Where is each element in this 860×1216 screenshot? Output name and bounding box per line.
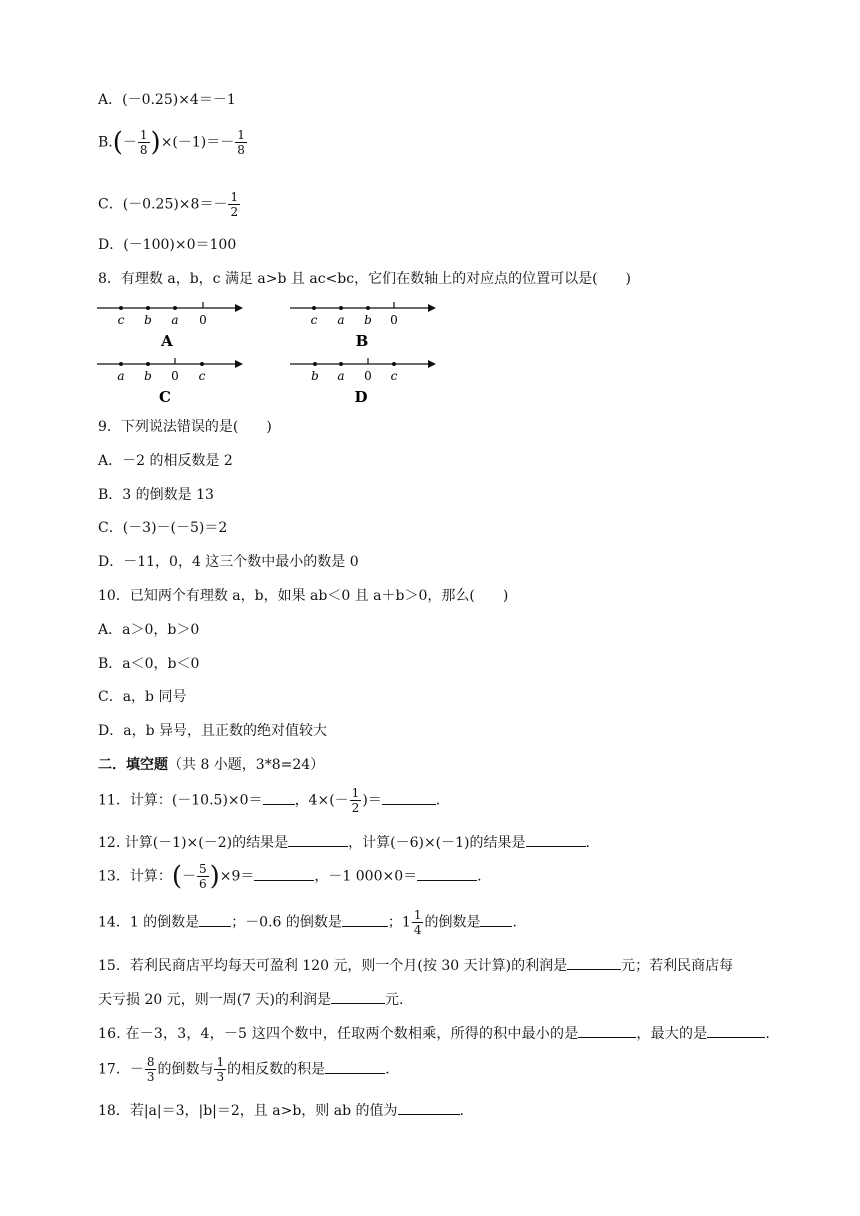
- q11-fraction: [350, 786, 362, 815]
- q10-option-a-text: A．a＞0，b＞0: [98, 622, 200, 638]
- q7-option-b: [98, 128, 248, 172]
- point-dot: [119, 362, 123, 366]
- section-heading: [98, 756, 324, 774]
- point-dot: [312, 306, 316, 310]
- arrow-head: [235, 360, 243, 368]
- q10-question-text: 10．已知两个有理数 a，b，如果 ab＜0 且 a＋b＞0，那么( ): [98, 588, 509, 604]
- numerator: 1: [237, 128, 245, 142]
- q17-text-end: .: [385, 1061, 390, 1078]
- point-label: c: [117, 313, 125, 327]
- q12-question: [98, 834, 590, 852]
- option-caption: C: [159, 388, 171, 404]
- q11-text-start: 11．计算：(－10.5)×0＝: [98, 792, 263, 809]
- denominator: 2: [230, 205, 239, 219]
- q12-text-start: 12. 计算(－1)×(－2)的结果是: [98, 835, 289, 851]
- q18-text-end: .: [459, 1103, 464, 1119]
- q9-option-b-text: B．3 的倒数是 13: [98, 487, 214, 503]
- denominator: 3: [216, 1070, 225, 1084]
- point-label: a: [117, 369, 125, 383]
- q9-option-c-text: C．(－3)－(－5)＝2: [98, 520, 228, 536]
- numerator: 8: [146, 1055, 155, 1069]
- q7-b-fraction-2: [235, 128, 247, 157]
- q8-diagram-c: [95, 352, 245, 404]
- q14-question: [98, 908, 517, 944]
- q17-text-post: 的相反数的积是: [227, 1061, 326, 1078]
- left-paren: (: [171, 861, 182, 892]
- numerator: 1: [351, 786, 360, 800]
- point-label: b: [144, 313, 152, 327]
- q11-text-end: .: [435, 792, 441, 809]
- q7-option-c-text: C．(－0.25)×8＝－: [98, 196, 228, 213]
- q12-text-mid: ，计算(－6)×(－1)的结果是: [348, 835, 526, 851]
- q13-question: [98, 862, 482, 906]
- q13-sign: －: [181, 868, 196, 885]
- answer-blank[interactable]: [331, 991, 385, 1004]
- q10-option-c-text: C．a，b 同号: [98, 689, 187, 705]
- q7-b-sign: －: [122, 134, 137, 151]
- q10-option-b-text: B．a＜0，b＜0: [98, 656, 200, 672]
- q8-diagram-d: [288, 352, 438, 404]
- answer-blank[interactable]: [342, 914, 388, 927]
- q15-question-line1: [98, 957, 733, 975]
- point-dot: [392, 362, 396, 366]
- q15-text-line2-start: 天亏损 20 元，则一周(7 天)的利润是: [98, 992, 331, 1008]
- q14-text-mid2: ；1: [387, 914, 411, 931]
- point-dot: [366, 306, 370, 310]
- answer-blank[interactable]: [417, 868, 477, 881]
- q7-option-b-label: B.: [98, 134, 113, 151]
- arrow-head: [235, 304, 243, 312]
- answer-blank[interactable]: [288, 834, 348, 847]
- q7-option-d-text: D．(－100)×0＝100: [98, 237, 237, 253]
- answer-blank[interactable]: [199, 914, 231, 927]
- q10-question: [98, 587, 508, 605]
- point-label: a: [337, 313, 345, 327]
- q10-option-d: [98, 722, 327, 740]
- answer-blank[interactable]: [480, 914, 512, 927]
- q7-c-fraction: [228, 190, 240, 219]
- answer-blank[interactable]: [567, 957, 621, 970]
- q7-b-fraction-1: [138, 128, 150, 157]
- q17-text-start: 17．－: [98, 1061, 144, 1078]
- q16-text-end: .: [765, 1026, 771, 1042]
- point-dot: [339, 306, 343, 310]
- denominator: 6: [198, 877, 207, 891]
- point-label: b: [364, 313, 372, 327]
- q17-text-mid: 的倒数与: [157, 1061, 214, 1078]
- answer-blank[interactable]: [398, 1102, 460, 1115]
- q17-question: [98, 1055, 390, 1091]
- answer-blank[interactable]: [254, 868, 314, 881]
- right-paren: ): [150, 127, 161, 158]
- zero-label: 0: [171, 369, 179, 383]
- q9-option-d-text: D．－11，0，4 这三个数中最小的数是 0: [98, 554, 359, 570]
- q8-diagram-a: [95, 296, 245, 348]
- q14-text-start: 14．1 的倒数是: [98, 914, 200, 931]
- right-paren: ): [209, 861, 220, 892]
- q8-question: [98, 270, 631, 288]
- numerator: 1: [413, 908, 422, 922]
- zero-label: 0: [199, 313, 207, 327]
- q13-fraction: [197, 862, 209, 891]
- answer-blank[interactable]: [578, 1025, 636, 1038]
- point-dot: [313, 362, 317, 366]
- q7-option-a-text: A．(－0.25)×4＝－1: [98, 92, 236, 108]
- q9-question: [98, 418, 272, 436]
- denominator: 3: [146, 1070, 155, 1084]
- denominator: 2: [351, 801, 360, 815]
- q11-text-post: )＝: [362, 792, 382, 809]
- q16-text-start: 16. 在－3，3，4，－5 这四个数中，任取两个数相乘，所得的积中最小的是: [98, 1026, 579, 1042]
- numerator: 1: [216, 1055, 225, 1069]
- point-label: c: [310, 313, 318, 327]
- point-label: b: [144, 369, 152, 383]
- q17-fraction-1: [145, 1055, 157, 1084]
- q15-question-line2: [98, 991, 403, 1009]
- q18-question: [98, 1102, 464, 1120]
- option-caption: A: [161, 332, 173, 348]
- option-caption: B: [355, 332, 369, 348]
- point-dot: [200, 362, 204, 366]
- numerator: 1: [139, 128, 148, 142]
- q18-text-start: 18．若|a|＝3，|b|＝2，且 a>b，则 ab 的值为: [98, 1103, 398, 1119]
- answer-blank[interactable]: [325, 1061, 385, 1074]
- q8-question-text: 8．有理数 a，b，c 满足 a>b 且 ac<bc，它们在数轴上的对应点的位置可以是( ): [98, 271, 631, 287]
- section-note: （共 8 小题，3*8=24）: [168, 757, 325, 773]
- arrow-head: [428, 360, 436, 368]
- q13-text-end: .: [477, 868, 482, 885]
- q10-option-d-text: D．a，b 异号，且正数的绝对值较大: [98, 723, 327, 739]
- denominator: 8: [139, 143, 148, 157]
- q7-option-d: [98, 236, 236, 254]
- left-paren: (: [112, 127, 123, 158]
- answer-blank[interactable]: [707, 1025, 765, 1038]
- answer-blank[interactable]: [263, 792, 295, 805]
- q15-text-line2-end: 元.: [385, 992, 404, 1008]
- q13-text-mid2: ，－1 000×0＝: [314, 868, 418, 885]
- section-title: 二．填空题: [98, 757, 168, 773]
- point-dot: [173, 306, 177, 310]
- point-label: a: [171, 313, 179, 327]
- answer-blank[interactable]: [526, 834, 586, 847]
- denominator: 4: [413, 923, 422, 937]
- q13-text-start: 13．计算：: [98, 868, 172, 885]
- arrow-head: [428, 304, 436, 312]
- q9-option-d: [98, 553, 359, 571]
- q11-text-mid: ，4×(－: [294, 792, 349, 809]
- q10-option-b: [98, 655, 199, 673]
- option-caption: D: [354, 388, 368, 404]
- point-dot: [146, 306, 150, 310]
- q7-option-a: [98, 91, 236, 109]
- point-label: c: [198, 369, 206, 383]
- q14-text-mid3: 的倒数是: [424, 914, 481, 931]
- q9-question-text: 9．下列说法错误的是( ): [98, 419, 272, 435]
- answer-blank[interactable]: [382, 792, 436, 805]
- point-dot: [119, 306, 123, 310]
- q17-fraction-2: [214, 1055, 226, 1084]
- q9-option-b: [98, 486, 214, 504]
- point-dot: [339, 362, 343, 366]
- point-label: b: [311, 369, 319, 383]
- numerator: 1: [230, 190, 239, 204]
- q9-option-a: [98, 452, 233, 470]
- q15-text-line1-start: 15．若利民商店平均每天可盈利 120 元，则一个月(按 30 天计算)的利润是: [98, 958, 568, 974]
- q9-option-a-text: A．－2 的相反数是 2: [98, 453, 233, 469]
- q7-option-c: [98, 190, 241, 219]
- q10-option-a: [98, 621, 199, 639]
- q16-question: [98, 1025, 770, 1043]
- point-dot: [146, 362, 150, 366]
- point-label: a: [337, 369, 345, 383]
- q9-option-c: [98, 519, 227, 537]
- zero-label: 0: [390, 313, 398, 327]
- numerator: 5: [198, 862, 207, 876]
- q14-text-end: .: [512, 914, 517, 931]
- denominator: 8: [237, 143, 245, 157]
- q16-text-mid: ，最大的是: [636, 1026, 708, 1042]
- q11-question: [98, 786, 440, 822]
- point-label: c: [390, 369, 398, 383]
- q14-fraction: [412, 908, 424, 937]
- q15-text-line1-end: 元；若利民商店每: [621, 958, 734, 974]
- q10-option-c: [98, 688, 186, 706]
- q14-text-mid: ；－0.6 的倒数是: [231, 914, 342, 931]
- q8-diagram-b: [288, 296, 438, 348]
- q13-text-mid: ×9＝: [219, 868, 255, 885]
- q7-b-middle: ×(－1)＝－: [160, 134, 235, 151]
- q12-text-end: .: [585, 835, 590, 851]
- zero-label: 0: [364, 369, 372, 383]
